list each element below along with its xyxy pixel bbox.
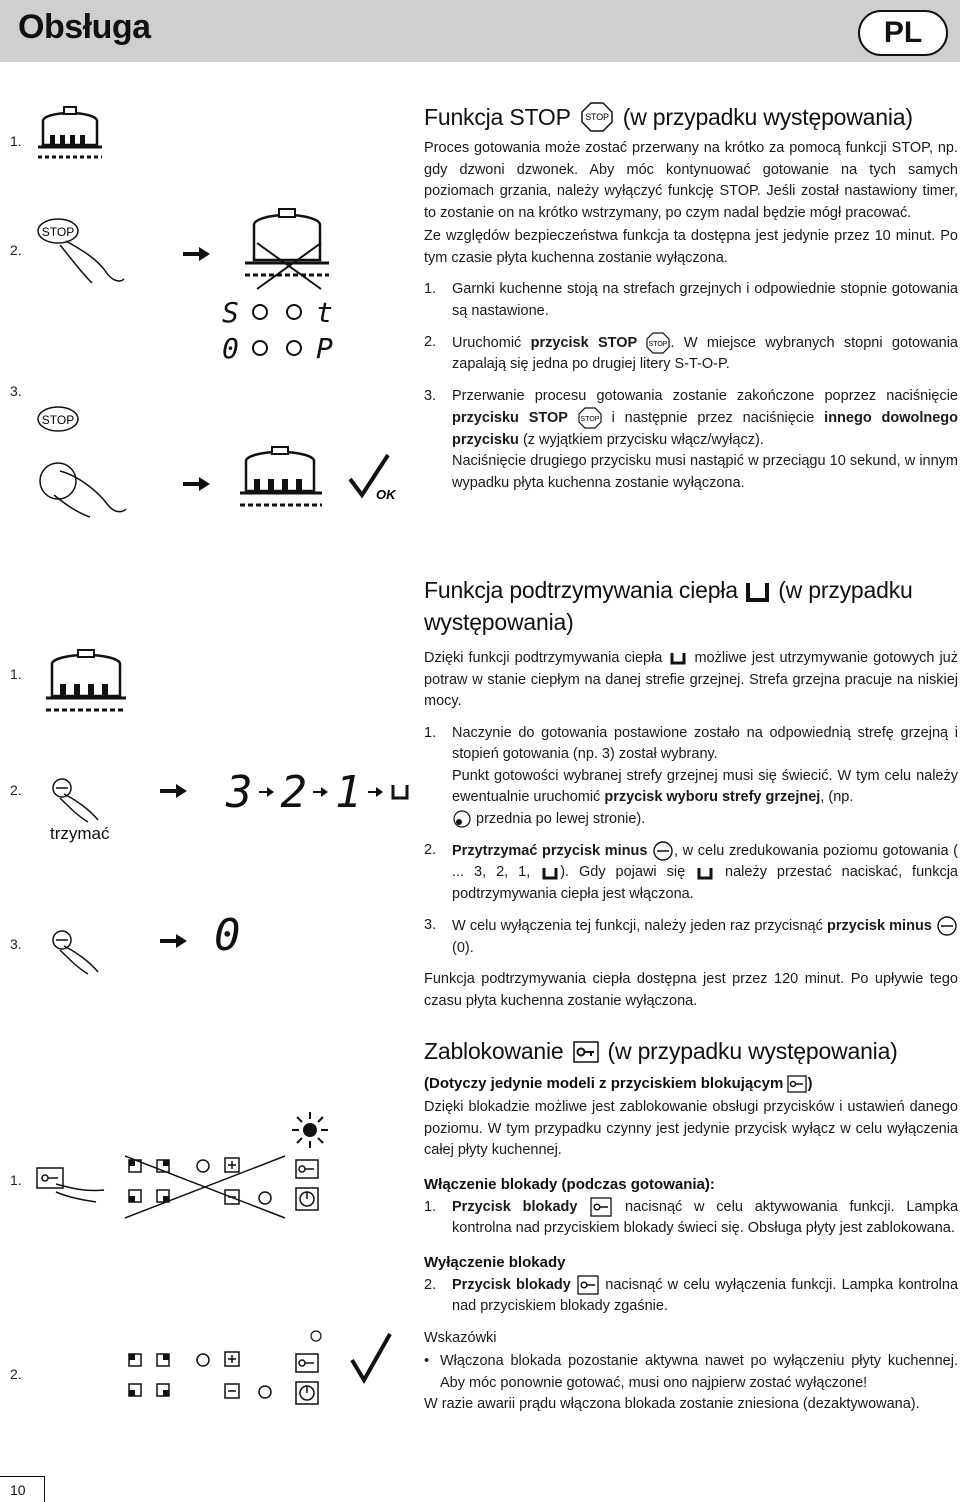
fig-step-3: 3. (10, 383, 22, 399)
step-text: Garnki kuchenne stoją na strefach grzejnych i odpowiednie stopnie gotowania są nastawione. (452, 281, 958, 319)
page-number: 10 (10, 1482, 26, 1498)
lock-paragraph-1: Dzięki blokadzie możliwe jest zablokowanie obsługi przycisków i ustawień danego poziomu. W tym przypadku czynny jest jedynie przycisk wyłącz w celu wyłączenia całej płyty kuchennej. (424, 1099, 958, 1159)
minus-button-ref: przycisk minus (826, 918, 932, 935)
fig-step-2: 2. (10, 242, 22, 258)
lock-and-power-icons (294, 1158, 324, 1218)
stop-button-ref: przycisk STOP (530, 334, 638, 351)
seg-t: t (316, 296, 333, 329)
stop-step-3 (424, 386, 958, 494)
fig-step-1: 1. (10, 666, 22, 682)
arrow-right-icon (160, 784, 188, 798)
minus-button-press-icon (50, 778, 110, 828)
arrow-small-icon (313, 787, 329, 797)
bullet: • (424, 1353, 430, 1370)
language-badge: PL (858, 10, 948, 56)
stop-icon-label: STOP (649, 341, 668, 348)
other-button-ref: innego dowolnego przycisku (452, 410, 959, 448)
lock-key-icon (787, 1075, 807, 1093)
stop-icon (646, 332, 670, 354)
minus-icon (652, 840, 674, 862)
arrow-right-icon (183, 247, 211, 261)
step-number: 3. (424, 387, 437, 404)
lock-and-power-icons-2 (294, 1352, 324, 1412)
stop-step-2 (424, 332, 958, 376)
warm-figure (0, 630, 420, 970)
step-text-cont: , (np. (820, 789, 854, 805)
keep-warm-icon (744, 579, 772, 605)
arrow-small-icon (368, 787, 384, 797)
step-text: nacisnąć w celu wyłączenia funkcji. Lampka kontrolna nad przyciskiem blokady zgaśnie. (452, 1276, 959, 1315)
stop-icon-label: STOP (580, 416, 600, 424)
seg-0: 0 (214, 910, 241, 961)
note-item-1 (424, 1351, 958, 1394)
step-text-cont: i następnie przez naciśnięcie (611, 410, 815, 427)
keep-warm-icon (667, 651, 689, 665)
keep-warm-icon (695, 866, 715, 880)
page-number-box (0, 1476, 45, 1502)
step-text: Naczynie do gotowania postawione zostało na odpowiednią strefę grzejną i stopień gotowania (np. 3) został wybrany. (452, 724, 958, 762)
keep-warm-icon (390, 782, 410, 802)
stop-section (424, 102, 958, 494)
lock-key-icon (572, 1040, 600, 1064)
warm-paragraph-2: Funkcja podtrzymywania ciepła dostępna jest przez 120 minut. Po upływie tego czasu płyta kuchenna zostanie wyłączona. (424, 971, 958, 1009)
pot-hob-icon (40, 105, 104, 169)
stop-display (222, 296, 342, 370)
step-text-cont: przednia po lewej stronie). (476, 810, 646, 827)
step-number: 1. (424, 281, 437, 297)
warm-section (424, 574, 958, 1012)
seg-p: P (316, 332, 333, 365)
lock-button-ref: Przycisk blokady (452, 1276, 571, 1293)
lamp-lit-icon (290, 1110, 330, 1150)
stop-button-ref: przycisku STOP (452, 410, 568, 427)
minus-button-press-icon-2 (50, 930, 110, 980)
para-text-cont: możliwe jest utrzymywanie gotowych już potraw w stanie ciepłym na danej strefie grzejnej. Strefa grzejna pracuje na niskiej mocy. (424, 650, 958, 709)
sub-text: (Dotyczy jedynie modeli z przyciskiem blokującym (424, 1075, 784, 1092)
step-text-note: Naciśnięcie drugiego przycisku musi nastąpić w przeciągu 10 sekund, w innym wypadku płyta kuchenna zostanie wyłączona. (452, 453, 958, 491)
hold-label: trzymać (50, 824, 110, 843)
lock-on-step (424, 1197, 958, 1240)
lamp-off-icon (308, 1328, 324, 1344)
crossed-pot-icon (245, 205, 335, 295)
lock-heading-a: Zablokowanie (424, 1038, 564, 1064)
step-number: 2. (424, 334, 437, 350)
lock-button-ref: Przycisk blokady (452, 1198, 578, 1215)
lock-heading-b: (w przypadku występowania) (607, 1038, 898, 1064)
stop-step-1 (424, 279, 958, 322)
fig-step-2: 2. (10, 1366, 22, 1382)
step-text-cont: (0). (452, 939, 474, 956)
minus-button-ref: Przytrzymać przycisk minus (452, 842, 648, 859)
zone-indicators (222, 300, 342, 370)
zone-select-button-ref: przycisk wyboru strefy grzejnej (604, 789, 821, 805)
step-number: 2. (424, 1276, 437, 1293)
stop-heading-a: Funkcja STOP (424, 103, 571, 130)
lock-button-press-icon (36, 1162, 106, 1202)
lock-heading (424, 1038, 958, 1065)
stop-paragraph-1: Proces gotowania może zostać przerwany na krótko za pomocą funkcji STOP, np. gdy dzwoni dzwonek. Aby móc kontynuować gotowanie na tych samych poziomach grzania, należy wyłączyć funkcję STOP. Jeśli został nastawiony timer, to zostanie on na krótko wstrzymany, po czym nadal będzie mógł pracować. (424, 140, 958, 221)
seg-1: 1 (335, 766, 362, 818)
warm-heading-b: (w przypadku (778, 577, 913, 603)
lock-key-icon (576, 1275, 600, 1295)
panel-controls-crossed (125, 1156, 295, 1226)
stop-button-press-icon (36, 217, 126, 287)
stop-icon (578, 407, 602, 429)
lock-figure (0, 1100, 420, 1400)
note-text: Włączona blokada pozostanie aktywna nawet po wyłączeniu płyty kuchennej. Aby móc ponownie gotować, musi ono najpierw zostać wyłączone! (440, 1353, 958, 1391)
panel-controls (125, 1350, 295, 1410)
lock-on-heading: Włączenie blokady (podczas gotowania): (424, 1175, 715, 1193)
step-text-cont: Punkt gotowości wybranej strefy grzejnej musi się świecić. W tym celu należy ewentualnie uruchomić (452, 767, 958, 805)
step-number: 1. (424, 1198, 437, 1215)
stop-paragraph-2: Ze względów bezpieczeństwa funkcja ta dostępna jest jedynie przez 10 minut. Po tym czasie płyta kuchenna zostanie wyłączona. (424, 228, 958, 266)
fig-step-2: 2. (10, 782, 22, 798)
front-left-zone-icon (452, 809, 472, 829)
step-text-cont: ). Gdy pojawi się (560, 864, 686, 881)
stop-heading-b: (w przypadku występowania) (622, 103, 913, 130)
fig-step-1: 1. (10, 1172, 22, 1188)
step-number: 2. (424, 842, 437, 858)
pot-hob-icon-3 (238, 447, 328, 517)
warm-paragraph-1 (424, 648, 958, 713)
step-text: Przerwanie procesu gotowania zostanie zakończone poprzez naciśnięcie (452, 387, 958, 404)
step-number: 1. (424, 724, 437, 741)
fig-step-3: 3. (10, 936, 22, 952)
warm-heading (424, 574, 958, 638)
seg-3: 3 (226, 766, 253, 818)
warm-heading-c: występowania) (424, 609, 574, 635)
step-text: , w celu zredukowania poziomu gotowania ( ... 3, 2, 1, (452, 842, 959, 881)
warm-step-2 (424, 840, 958, 905)
lock-section (424, 1038, 958, 1416)
minus-icon (936, 915, 958, 937)
step-text: W celu wyłączenia tej funkcji, należy jeden raz przycisnąć (452, 918, 823, 935)
lock-off-step (424, 1275, 958, 1318)
notes-heading: Wskazówki (424, 1329, 497, 1346)
seg-0: 0 (222, 332, 239, 365)
para-text: Dzięki funkcji podtrzymywania ciepła (424, 650, 663, 666)
step-text-cont: (z wyjątkiem przycisku włącz/wyłącz). (522, 431, 764, 448)
stop-icon-label: STOP (584, 112, 609, 122)
countdown-display (226, 762, 386, 822)
lock-off-heading: Wyłączenie blokady (424, 1253, 566, 1271)
page-header (0, 0, 960, 62)
warm-heading-a: Funkcja podtrzymywania ciepła (424, 577, 738, 603)
ok-checkmark-icon (348, 453, 408, 503)
step-number: 3. (424, 917, 437, 934)
fig-stop-label-2: STOP (41, 225, 75, 239)
lock-key-icon (589, 1197, 613, 1217)
warm-step-1 (424, 723, 958, 831)
pot-hob-icon (46, 648, 136, 728)
checkmark-icon (350, 1332, 394, 1384)
fig-stop-label-3: STOP (41, 413, 75, 427)
sub-text-end: ) (807, 1075, 813, 1092)
step-text: nacisnąć w celu aktywowania funkcji. Lampka kontrolna nad przyciskiem blokady świeci się. Obsługa płyty jest zablokowana. (452, 1198, 959, 1237)
note-item-2: W razie awarii prądu włączona blokada zostanie zniesiona (dezaktywowana). (424, 1396, 920, 1413)
stop-button-press-icon-2 (36, 405, 126, 515)
seg-s: S (222, 296, 239, 329)
stop-icon (581, 102, 613, 132)
arrow-right-icon (183, 477, 211, 491)
seg-2: 2 (280, 766, 307, 818)
step-text-cont: . W miejsce wybranych stopni gotowania zapalają się jedna po drugiej litery S-T-O-P. (452, 334, 958, 373)
fig-ok-label: OK (376, 487, 396, 502)
warm-step-3 (424, 915, 958, 959)
page-title: Obsługa (18, 8, 151, 46)
lock-subheading (424, 1075, 958, 1093)
step-text-cont: należy przestać naciskać, funkcja podtrzymywania ciepła jest włączona. (452, 864, 959, 902)
fig-step-1: 1. (10, 133, 22, 149)
stop-heading (424, 102, 958, 132)
arrow-small-icon (259, 787, 275, 797)
step-text: Uruchomić (452, 334, 522, 351)
arrow-right-icon (160, 934, 188, 948)
keep-warm-icon (540, 866, 560, 880)
stop-figure (0, 95, 420, 535)
